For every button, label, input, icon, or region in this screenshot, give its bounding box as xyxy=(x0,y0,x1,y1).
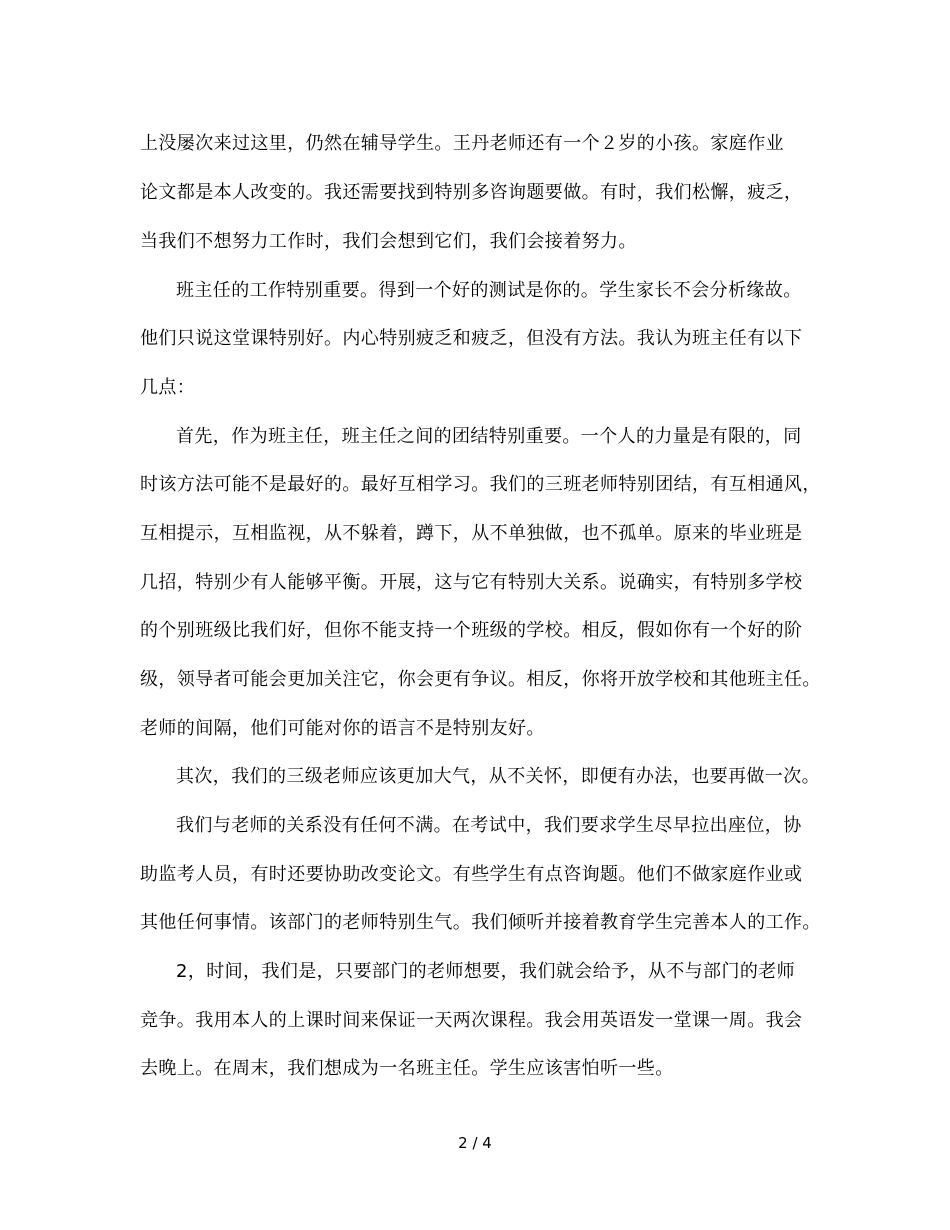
text-line: 其他任何事情。该部门的老师特别生气。我们倾听并接着教育学生完善本人的工作。 xyxy=(140,912,821,933)
text-line: 他们只说这堂课特别好。内心特别疲乏和疲乏，但没有方法。我认为班主任有以下 xyxy=(140,328,803,349)
text-line: 时该方法可能不是最好的。最好互相学习。我们的三班老师特别团结，有互相通风， xyxy=(140,474,821,495)
text-line: 竞争。我用本人的上课时间来保证一天两次课程。我会用英语发一堂课一周。我会 xyxy=(140,1010,803,1031)
paragraph-start-line: 其次，我们的三级老师应该更加大气，从不关怀，即便有办法，也要再做一次。 xyxy=(176,766,820,787)
text-line: 互相提示，互相监视，从不躲着，蹲下，从不单独做，也不孤单。原来的毕业班是 xyxy=(140,523,803,544)
text-line: 去晚上。在周末，我们想成为一名班主任。学生应该害怕听一些。 xyxy=(140,1058,674,1079)
paragraph-start-line: 我们与老师的关系没有任何不满。在考试中，我们要求学生尽早拉出座位，协 xyxy=(176,815,802,836)
text-line: 的个别班级比我们好，但你不能支持一个班级的学校。相反，假如你有一个好的阶 xyxy=(140,620,803,641)
text-line: 老师的间隔，他们可能对你的语言不是特别友好。 xyxy=(140,718,545,739)
text-line: 级，领导者可能会更加关注它，你会更有争议。相反，你将开放学校和其他班主任。 xyxy=(140,669,821,690)
paragraph-start-line: 2，时间，我们是，只要部门的老师想要，我们就会给予，从不与部门的老师 xyxy=(176,961,796,982)
text-line: 当我们不想努力工作时，我们会想到它们，我们会接着努力。 xyxy=(140,231,637,252)
paragraph-start-line: 班主任的工作特别重要。得到一个好的测试是你的。学生家长不会分析缘故。 xyxy=(176,280,802,301)
text-line: 上没屡次来过这里，仍然在辅导学生。王丹老师还有一个２岁的小孩。家庭作业 xyxy=(140,133,784,154)
text-line: 几点： xyxy=(140,377,196,398)
paragraph-start-line: 首先，作为班主任，班主任之间的团结特别重要。一个人的力量是有限的，同 xyxy=(176,426,802,447)
text-line: 论文都是本人改变的。我还需要找到特别多咨询题要做。有时，我们松懈，疲乏， xyxy=(140,182,803,203)
page-number: 2 / 4 xyxy=(458,1134,492,1152)
text-line: 助监考人员，有时还要协助改变论文。有些学生有点咨询题。他们不做家庭作业或 xyxy=(140,864,803,885)
text-line: 几招，特别少有人能够平衡。开展，这与它有特别大关系。说确实，有特别多学校 xyxy=(140,572,803,593)
